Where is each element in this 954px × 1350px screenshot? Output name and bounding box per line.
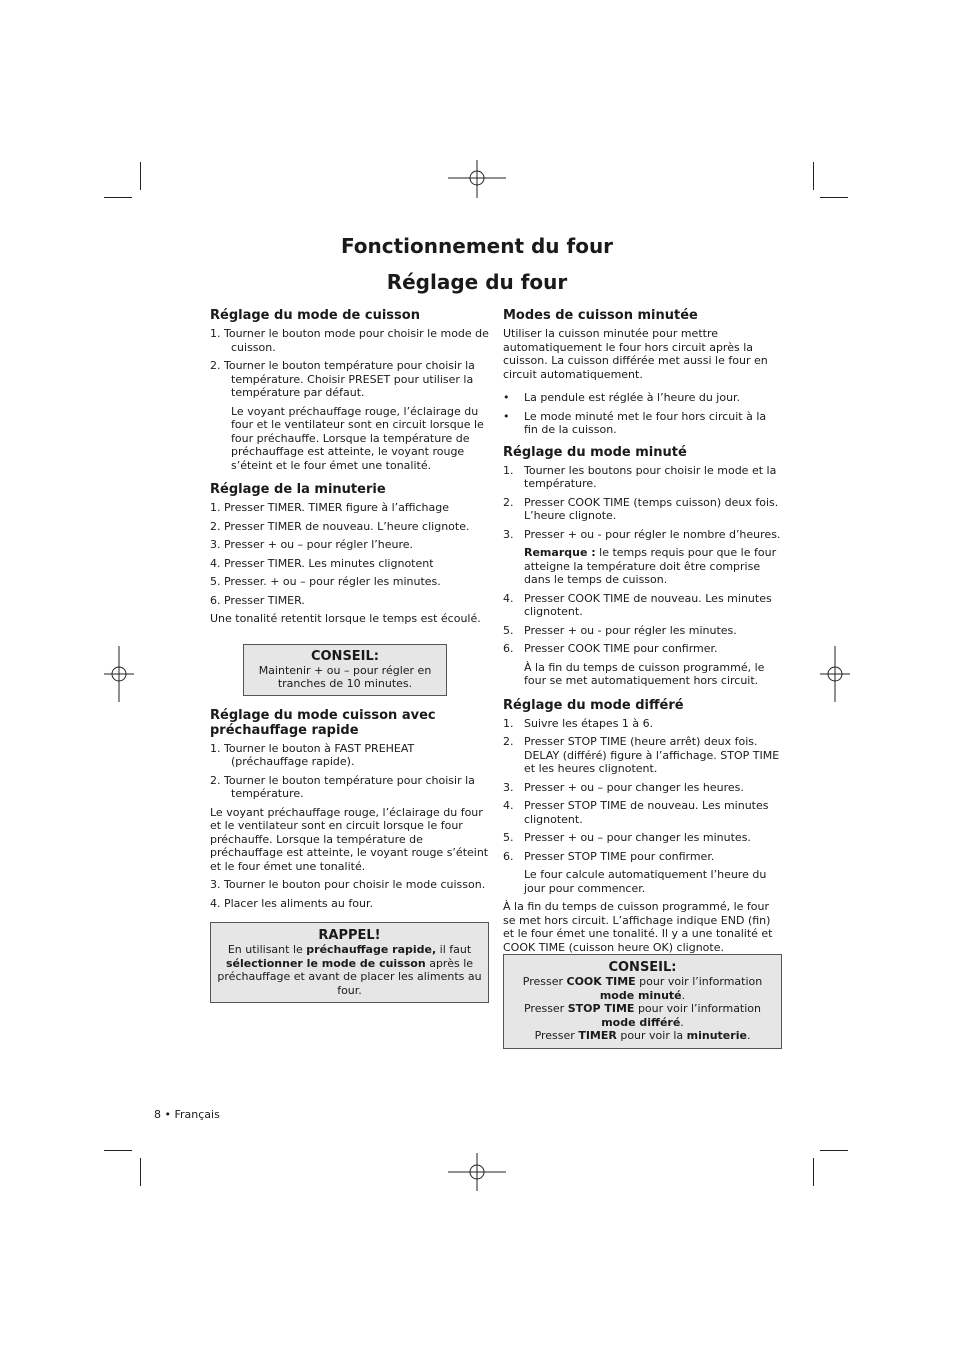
list-item: 3. Presser + ou – pour régler l’heure. — [210, 538, 414, 551]
page-title: Fonctionnement du four — [340, 234, 614, 258]
list-item: 3. Presser + ou - pour régler le nombre d’heures. — [503, 527, 781, 541]
list-item: 4. Placer les aliments au four. — [210, 896, 373, 910]
bullet-item: • La pendule est réglée à l’heure du jour. — [503, 391, 741, 404]
list-item: 2. Presser TIMER de nouveau. L’heure clignote. — [210, 519, 470, 533]
section-heading: Réglage du mode de cuisson — [210, 308, 420, 323]
list-item: 3. Presser + ou – pour changer les heures. — [503, 780, 744, 794]
list-item: 5. Presser + ou – pour changer les minutes. — [503, 831, 751, 844]
tip-text: Maintenir + ou – pour régler en tranches de 10 minutes. — [258, 663, 432, 690]
section-heading: Modes de cuisson minutée — [503, 308, 698, 323]
tip-box — [243, 644, 447, 696]
list-item: 6. Presser COOK TIME pour confirmer. — [503, 642, 718, 655]
list-item: 4. Presser TIMER. Les minutes clignotent — [210, 556, 434, 570]
paragraph: Une tonalité retentit lorsque le temps est écoulé. — [210, 612, 481, 625]
registration-mark-icon — [104, 646, 134, 702]
list-item: 5. Presser. + ou – pour régler les minutes. — [210, 575, 441, 588]
tip-title: CONSEIL: — [310, 648, 380, 664]
section-heading: Réglage de la minuterie — [210, 482, 386, 497]
list-item: 1. Tourner le bouton à FAST PREHEAT (préchauffage rapide). — [210, 741, 415, 768]
list-item: 4. Presser COOK TIME de nouveau. Les minutes clignotent. — [503, 591, 772, 618]
section-heading: Réglage du mode cuisson avec préchauffage rapide — [210, 707, 436, 738]
reminder-text: En utilisant le préchauffage rapide, il faut sélectionner le mode de cuisson après le préchauffage et avant de placer les aliments au four. — [217, 943, 482, 997]
paragraph: À la fin du temps de cuisson programmé, le four se met hors circuit. L’affichage indique END (fin) et le four émet une tonalité. Il y a une tonalité et COOK TIME (cuisson heure OK) clignote. — [503, 900, 773, 954]
list-item: 1. Tourner les boutons pour choisir le mode et la température. — [503, 463, 777, 490]
list-item: 5. Presser + ou - pour régler les minutes. — [503, 623, 737, 637]
list-item: 3. Tourner le bouton pour choisir le mode cuisson. — [210, 878, 486, 891]
list-item: 1. Suivre les étapes 1 à 6. — [503, 716, 654, 730]
paragraph: Le voyant préchauffage rouge, l’éclairage du four et le ventilateur sont en circuit lorsque le four préchauffe. Lorsque la température de préchauffage est atteinte, le voyant rouge s’éteint et le four émet une tonalité. — [210, 805, 489, 873]
reminder-box — [210, 922, 489, 1003]
tip-box — [503, 954, 782, 1049]
list-item: 2. Tourner le bouton température pour choisir la température. — [210, 773, 475, 800]
section-heading: Réglage du mode minuté — [503, 444, 687, 460]
list-item: 2. Presser COOK TIME (temps cuisson) deux fois. L’heure clignote. — [503, 495, 779, 522]
list-item: 1. Presser TIMER. TIMER figure à l’affichage — [210, 501, 450, 514]
remark-text: Remarque : le temps requis pour que le four atteigne la température doit être comprise dans le temps de cuisson. — [524, 546, 777, 586]
note-text: À la fin du temps de cuisson programmé, le four se met automatiquement hors circuit. — [524, 660, 765, 687]
list-item: 4. Presser STOP TIME de nouveau. Les minutes clignotent. — [503, 799, 769, 826]
page-subtitle: Réglage du four — [386, 270, 568, 294]
tip-line: Presser STOP TIME pour voir l’information mode différé. — [523, 1002, 762, 1029]
note-text: Le four calcule automatiquement l’heure du jour pour commencer. — [524, 868, 767, 895]
list-item: 1. Tourner le bouton mode pour choisir le mode de cuisson. — [210, 327, 489, 354]
page-footer: 8 • Français — [154, 1108, 220, 1121]
list-item: 6. Presser STOP TIME pour confirmer. — [503, 849, 715, 863]
registration-mark-icon — [448, 1153, 506, 1191]
list-item: 2. Presser STOP TIME (heure arrêt) deux fois. DELAY (différé) figure à l’affichage. STOP TIME et les heures clignotent. — [503, 735, 780, 775]
note-text: Le voyant préchauffage rouge, l’éclairage du four et le ventilateur sont en circuit lorsque le four préchauffe. Lorsque la température de préchauffage est atteinte, le voyant rouge s’éteint et le four émet une tonalité. — [231, 404, 484, 472]
tip-line: Presser COOK TIME pour voir l’information mode minuté. — [522, 975, 763, 1002]
tip-title: CONSEIL: — [608, 960, 677, 975]
paragraph: Utiliser la cuisson minutée pour mettre automatiquement le four hors circuit après la cuisson. La cuisson différée met aussi le four en circuit automatiquement. — [503, 327, 768, 381]
list-item: 2. Tourner le bouton température pour choisir la température. Choisir PRESET pour utiliser la température par défaut. — [210, 359, 475, 399]
list-item: 6. Presser TIMER. — [210, 593, 305, 607]
reminder-title: RAPPEL! — [318, 928, 381, 943]
left-column — [210, 308, 490, 915]
section-heading: Réglage du mode différé — [503, 697, 684, 713]
tip-line: Presser TIMER pour voir la minuterie. — [534, 1029, 751, 1042]
bullet-item: • Le mode minuté met le four hors circuit à la fin de la cuisson. — [503, 409, 767, 436]
right-column — [503, 308, 783, 959]
registration-mark-icon — [820, 646, 850, 702]
registration-mark-icon — [448, 160, 506, 198]
